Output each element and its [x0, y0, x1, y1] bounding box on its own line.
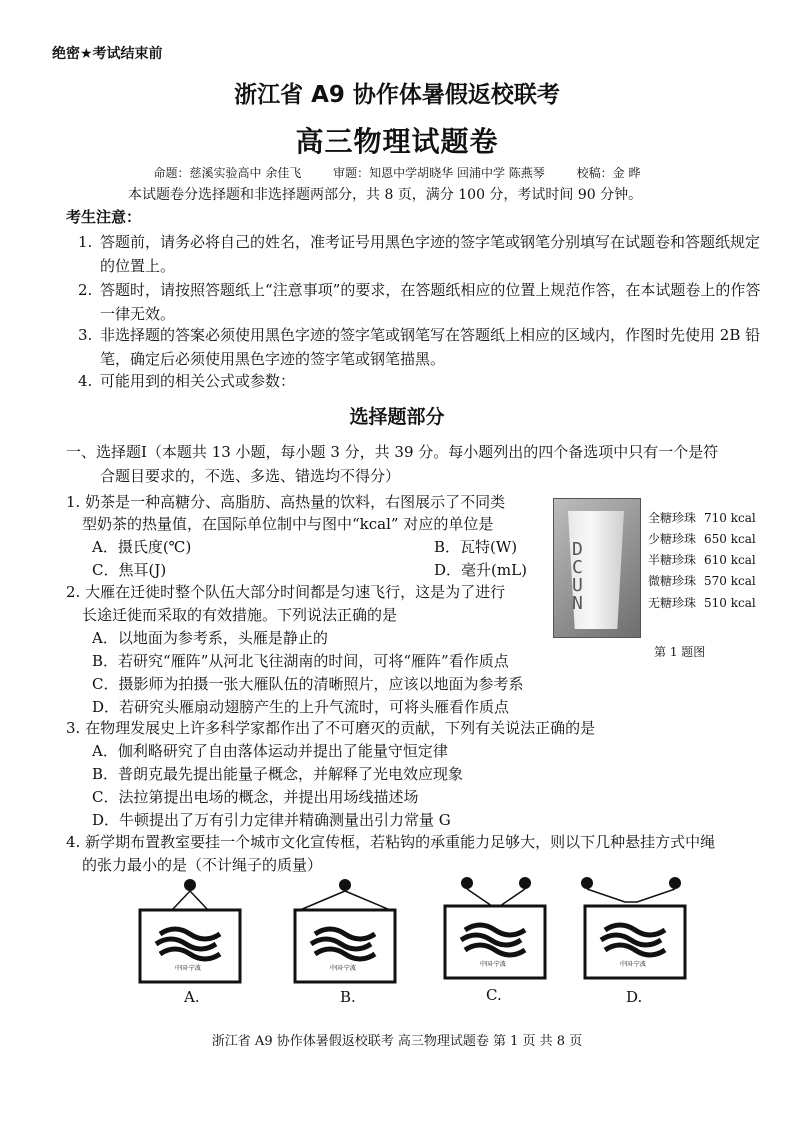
- page-footer: 浙江省 A9 协作体暑假返校联考 高三物理试题卷 第 1 页 共 8 页: [211, 1034, 583, 1049]
- notice-text: 答题前，请务必将自己的姓名，准考证号用黑色字迹的签字笔或钢笔分别填写在试题卷和答题纸规定的位置上。: [100, 233, 761, 275]
- credits-line: [0, 164, 794, 181]
- calorie-name: 半糖珍珠: [648, 553, 697, 567]
- notice-number: 3.: [78, 326, 93, 344]
- notice-item: [78, 323, 768, 371]
- notice-text: 答题时，请按照答题纸上“注意事项”的要求，在答题纸相应的位置上规范作答，在本试题卷上的作答一律无效。: [100, 281, 761, 323]
- q3-option-b: B．普朗克最先提出能量子概念，并解释了光电效应现象: [92, 765, 464, 783]
- calorie-value: 650 kcal: [704, 532, 756, 546]
- q2-option-d: D．若研究头雁扇动翅膀产生的上升气流时，可将头雁看作质点: [92, 698, 510, 716]
- notice-text: 可能用到的相关公式或参数：: [100, 372, 296, 390]
- hook-icon: [339, 879, 351, 891]
- calorie-value: 570 kcal: [704, 574, 756, 588]
- q1-option-b: B．瓦特(W): [434, 538, 518, 556]
- q1-option-c: C．焦耳(J): [92, 561, 167, 579]
- frame-d: [581, 877, 685, 978]
- figure1-caption: 第 1 题图: [654, 645, 706, 659]
- q4-figure: [130, 872, 690, 1012]
- q1-stem-line2: 型奶茶的热量值，在国际单位制中与图中“kcal” 对应的单位是: [82, 515, 494, 533]
- q2-stem-line2: 长途迁徙而采取的有效措施。下列说法正确的是: [82, 606, 398, 624]
- notice-item: [78, 278, 768, 326]
- q1-option-d: D．毫升(mL): [434, 561, 527, 579]
- intro-text: 本试题卷分选择题和非选择题两部分，共 8 页，满分 100 分，考试时间 90 分钟。: [128, 187, 643, 203]
- q4-label-a: A.: [184, 988, 200, 1006]
- frame-b: [295, 879, 395, 982]
- notice-heading: 考生注意：: [66, 208, 142, 226]
- hook-icon: [581, 877, 593, 889]
- q2-stem-line1: 2. 大雁在迁徙时整个队伍大部分时间都是匀速飞行，这是为了进行: [66, 583, 506, 601]
- notice-item: [78, 230, 768, 278]
- q4-stem-line1: 4. 新学期布置教室要挂一个城市文化宣传框，若粘钩的承重能力足够大，则以下几种悬挂方式中绳: [66, 833, 716, 851]
- q3-stem-line1: 3. 在物理发展史上许多科学家都作出了不可磨灭的贡献，下列有关说法正确的是: [66, 719, 596, 737]
- q3-option-c: C．法拉第提出电场的概念，并提出用场线描述场: [92, 788, 419, 806]
- q2-option-a: A．以地面为参考系，头雁是静止的: [92, 629, 328, 647]
- q1-stem-line1: 1. 奶茶是一种高糖分、高脂肪、高热量的饮料，右图展示了不同类: [66, 493, 506, 511]
- frame-a: [140, 879, 240, 982]
- frame-text: 中国·宁波: [175, 965, 201, 972]
- q1-option-a: A．摄氏度(℃): [92, 538, 192, 556]
- hook-icon: [669, 877, 681, 889]
- calorie-row: [648, 529, 756, 549]
- frame-c: [445, 877, 545, 978]
- credit-author: 命题：慈溪实验高中 余佳飞: [153, 166, 302, 180]
- frame-text: 中国·宁波: [330, 965, 356, 972]
- calorie-name: 无糖珍珠: [648, 596, 697, 610]
- calorie-row: [648, 550, 756, 570]
- credit-reviewer: 审题：知恩中学胡晓华 回浦中学 陈燕琴: [333, 166, 545, 180]
- q4-stem-line2: 的张力最小的是（不计绳子的质量）: [82, 856, 323, 874]
- calorie-row: [648, 508, 756, 528]
- exam-title: 浙江省 A9 协作体暑假返校联考: [234, 82, 560, 108]
- part-heading-line2: 合题目要求的，不选、多选、错选均不得分）: [100, 467, 401, 485]
- q3-option-a: A．伽利略研究了自由落体运动并提出了能量守恒定律: [92, 742, 448, 760]
- q3-option-d: D．牛顿提出了万有引力定律并精确测量出引力常量 G: [92, 811, 451, 829]
- paper-title: 高三物理试题卷: [295, 125, 499, 158]
- calorie-name: 微糖珍珠: [648, 574, 697, 588]
- hook-icon: [519, 877, 531, 889]
- notice-text: 非选择题的答案必须使用黑色字迹的签字笔或钢笔写在答题纸上相应的区域内，作图时先使用 2B 铅笔，确定后必须使用黑色字迹的签字笔或钢笔描黑。: [100, 326, 761, 368]
- calorie-row: [648, 593, 756, 613]
- hook-icon: [184, 879, 196, 891]
- notice-number: 4.: [78, 372, 93, 390]
- confidential-label: 绝密★考试结束前: [52, 46, 163, 62]
- hook-icon: [461, 877, 473, 889]
- section-title: 选择题部分: [349, 406, 445, 428]
- frame-text: 中国·宁波: [620, 961, 646, 968]
- q2-option-c: C．摄影师为拍摄一张大雁队伍的清晰照片，应该以地面为参考系: [92, 675, 524, 693]
- notice-number: 2.: [78, 281, 93, 299]
- notice-item: [78, 369, 768, 393]
- q4-label-c: C.: [486, 986, 502, 1004]
- calorie-value: 510 kcal: [704, 596, 756, 610]
- credit-proofreader: 校稿：金 晔: [576, 166, 641, 180]
- calorie-name: 全糖珍珠: [648, 511, 697, 525]
- calorie-value: 710 kcal: [704, 511, 756, 525]
- calorie-row: [648, 571, 756, 591]
- q4-label-d: D.: [626, 988, 643, 1006]
- part-heading-line1: 一、选择题Ⅰ（本题共 13 小题，每小题 3 分，共 39 分。每小题列出的四个备选项中只有一个是符: [66, 443, 719, 461]
- frame-text: 中国·宁波: [480, 961, 506, 968]
- milk-tea-photo: [553, 498, 641, 638]
- notice-number: 1.: [78, 233, 93, 251]
- calorie-value: 610 kcal: [704, 553, 756, 567]
- cup-logo-text: DCUN: [572, 539, 583, 614]
- calorie-name: 少糖珍珠: [648, 532, 697, 546]
- q2-option-b: B．若研究“雁阵”从河北飞往湖南的时间，可将“雁阵”看作质点: [92, 652, 509, 670]
- q4-label-b: B.: [340, 988, 356, 1006]
